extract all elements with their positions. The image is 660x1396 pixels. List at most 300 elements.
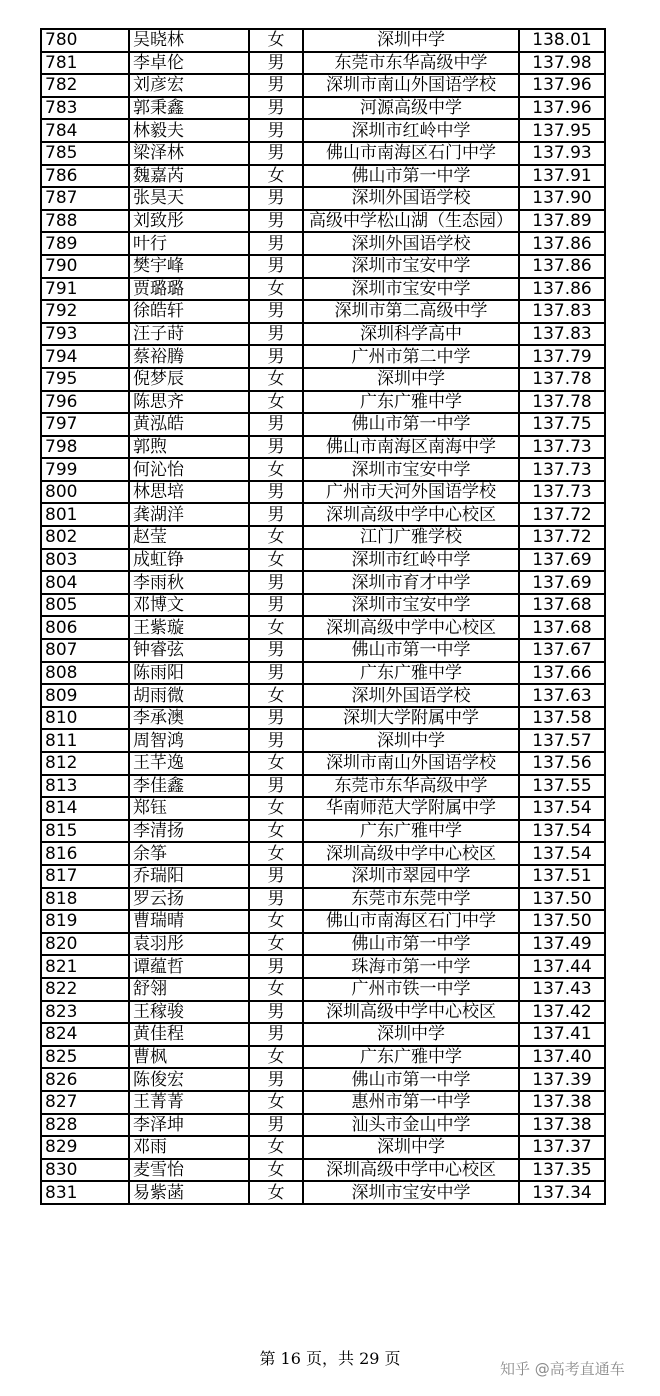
gender-cell: 女 — [249, 278, 303, 301]
gender-cell: 女 — [249, 549, 303, 572]
school-cell: 华南师范大学附属中学 — [303, 797, 519, 820]
score-cell: 137.42 — [519, 1001, 605, 1024]
gender-cell: 男 — [249, 955, 303, 978]
rank-cell: 822 — [41, 978, 129, 1001]
school-cell: 深圳高级中学中心校区 — [303, 842, 519, 865]
table-row — [41, 571, 605, 594]
score-cell: 137.89 — [519, 210, 605, 233]
gender-cell: 女 — [249, 526, 303, 549]
gender-cell: 男 — [249, 345, 303, 368]
gender-cell: 女 — [249, 842, 303, 865]
score-cell: 137.51 — [519, 865, 605, 888]
rank-cell: 819 — [41, 910, 129, 933]
table-row — [41, 1136, 605, 1159]
school-cell: 广州市第二中学 — [303, 345, 519, 368]
gender-cell: 男 — [249, 232, 303, 255]
school-cell: 深圳市育才中学 — [303, 571, 519, 594]
name-cell: 倪梦辰 — [129, 368, 249, 391]
table-row — [41, 345, 605, 368]
table-row — [41, 1046, 605, 1069]
table-row — [41, 97, 605, 120]
table-row — [41, 368, 605, 391]
rank-cell: 787 — [41, 187, 129, 210]
rank-cell: 815 — [41, 820, 129, 843]
table-row — [41, 616, 605, 639]
score-cell: 137.39 — [519, 1068, 605, 1091]
table-row — [41, 1068, 605, 1091]
school-cell: 深圳市翠园中学 — [303, 865, 519, 888]
score-cell: 137.57 — [519, 729, 605, 752]
school-cell: 深圳高级中学中心校区 — [303, 616, 519, 639]
gender-cell: 女 — [249, 797, 303, 820]
school-cell: 珠海市第一中学 — [303, 955, 519, 978]
school-cell: 广东广雅中学 — [303, 1046, 519, 1069]
table-row — [41, 458, 605, 481]
gender-cell: 男 — [249, 571, 303, 594]
score-cell: 137.50 — [519, 910, 605, 933]
school-cell: 深圳市第二高级中学 — [303, 300, 519, 323]
gender-cell: 女 — [249, 1159, 303, 1182]
name-cell: 陈雨阳 — [129, 662, 249, 685]
score-cell: 137.69 — [519, 571, 605, 594]
score-cell: 137.34 — [519, 1181, 605, 1204]
table-row — [41, 910, 605, 933]
table-row — [41, 481, 605, 504]
score-cell: 137.69 — [519, 549, 605, 572]
rank-cell: 814 — [41, 797, 129, 820]
rank-cell: 799 — [41, 458, 129, 481]
rank-cell: 821 — [41, 955, 129, 978]
table-row — [41, 436, 605, 459]
gender-cell: 男 — [249, 52, 303, 75]
gender-cell: 男 — [249, 142, 303, 165]
name-cell: 刘彦宏 — [129, 74, 249, 97]
rank-cell: 807 — [41, 639, 129, 662]
rank-cell: 788 — [41, 210, 129, 233]
name-cell: 陈俊宏 — [129, 1068, 249, 1091]
rank-cell: 831 — [41, 1181, 129, 1204]
name-cell: 徐皓轩 — [129, 300, 249, 323]
rank-cell: 780 — [41, 29, 129, 52]
ranking-table-body — [41, 29, 605, 1204]
school-cell: 东莞市东华高级中学 — [303, 775, 519, 798]
table-row — [41, 978, 605, 1001]
school-cell: 深圳大学附属中学 — [303, 707, 519, 730]
name-cell: 王稼骏 — [129, 1001, 249, 1024]
gender-cell: 男 — [249, 97, 303, 120]
gender-cell: 男 — [249, 594, 303, 617]
table-row — [41, 1181, 605, 1204]
gender-cell: 男 — [249, 323, 303, 346]
name-cell: 陈思齐 — [129, 391, 249, 414]
name-cell: 刘致彤 — [129, 210, 249, 233]
table-row — [41, 775, 605, 798]
gender-cell: 女 — [249, 684, 303, 707]
table-row — [41, 1001, 605, 1024]
name-cell: 吴晓林 — [129, 29, 249, 52]
rank-cell: 801 — [41, 503, 129, 526]
name-cell: 王菁菁 — [129, 1091, 249, 1114]
rank-cell: 817 — [41, 865, 129, 888]
gender-cell: 男 — [249, 300, 303, 323]
school-cell: 深圳市宝安中学 — [303, 255, 519, 278]
name-cell: 魏嘉芮 — [129, 165, 249, 188]
school-cell: 佛山市第一中学 — [303, 413, 519, 436]
table-row — [41, 29, 605, 52]
name-cell: 易紫菡 — [129, 1181, 249, 1204]
table-row — [41, 842, 605, 865]
score-cell: 137.68 — [519, 616, 605, 639]
score-cell: 137.79 — [519, 345, 605, 368]
name-cell: 袁羽彤 — [129, 933, 249, 956]
name-cell: 郑钰 — [129, 797, 249, 820]
school-cell: 深圳外国语学校 — [303, 187, 519, 210]
table-row — [41, 187, 605, 210]
school-cell: 佛山市第一中学 — [303, 933, 519, 956]
name-cell: 梁泽林 — [129, 142, 249, 165]
name-cell: 余筝 — [129, 842, 249, 865]
table-row — [41, 210, 605, 233]
school-cell: 广州市铁一中学 — [303, 978, 519, 1001]
school-cell: 汕头市金山中学 — [303, 1114, 519, 1137]
school-cell: 佛山市南海区石门中学 — [303, 142, 519, 165]
rank-cell: 824 — [41, 1023, 129, 1046]
school-cell: 深圳外国语学校 — [303, 684, 519, 707]
score-cell: 137.86 — [519, 278, 605, 301]
school-cell: 广东广雅中学 — [303, 391, 519, 414]
gender-cell: 男 — [249, 210, 303, 233]
table-row — [41, 323, 605, 346]
gender-cell: 女 — [249, 616, 303, 639]
school-cell: 佛山市南海区南海中学 — [303, 436, 519, 459]
gender-cell: 女 — [249, 1181, 303, 1204]
rank-cell: 791 — [41, 278, 129, 301]
school-cell: 深圳高级中学中心校区 — [303, 1001, 519, 1024]
score-cell: 137.50 — [519, 888, 605, 911]
rank-cell: 795 — [41, 368, 129, 391]
school-cell: 佛山市第一中学 — [303, 165, 519, 188]
score-cell: 137.49 — [519, 933, 605, 956]
score-cell: 137.72 — [519, 503, 605, 526]
table-row — [41, 865, 605, 888]
name-cell: 舒翎 — [129, 978, 249, 1001]
name-cell: 叶行 — [129, 232, 249, 255]
school-cell: 深圳中学 — [303, 1023, 519, 1046]
score-cell: 137.73 — [519, 481, 605, 504]
score-cell: 137.91 — [519, 165, 605, 188]
table-row — [41, 707, 605, 730]
name-cell: 黄泓皓 — [129, 413, 249, 436]
name-cell: 林思培 — [129, 481, 249, 504]
table-row — [41, 503, 605, 526]
school-cell: 深圳市宝安中学 — [303, 1181, 519, 1204]
score-cell: 137.78 — [519, 391, 605, 414]
table-row — [41, 1159, 605, 1182]
rank-cell: 785 — [41, 142, 129, 165]
table-row — [41, 594, 605, 617]
table-row — [41, 300, 605, 323]
score-cell: 137.63 — [519, 684, 605, 707]
rank-cell: 802 — [41, 526, 129, 549]
score-cell: 137.83 — [519, 300, 605, 323]
table-row — [41, 1114, 605, 1137]
table-row — [41, 278, 605, 301]
table-row — [41, 955, 605, 978]
score-cell: 137.73 — [519, 436, 605, 459]
table-row — [41, 1091, 605, 1114]
rank-cell: 809 — [41, 684, 129, 707]
score-cell: 137.83 — [519, 323, 605, 346]
rank-cell: 800 — [41, 481, 129, 504]
school-cell: 深圳市红岭中学 — [303, 119, 519, 142]
name-cell: 郭秉鑫 — [129, 97, 249, 120]
gender-cell: 女 — [249, 910, 303, 933]
table-row — [41, 165, 605, 188]
gender-cell: 男 — [249, 639, 303, 662]
watermark: 知乎 @高考直通车 — [500, 1360, 625, 1378]
score-cell: 137.73 — [519, 458, 605, 481]
score-cell: 137.67 — [519, 639, 605, 662]
rank-cell: 826 — [41, 1068, 129, 1091]
table-row — [41, 752, 605, 775]
gender-cell: 男 — [249, 187, 303, 210]
score-cell: 137.37 — [519, 1136, 605, 1159]
gender-cell: 男 — [249, 481, 303, 504]
name-cell: 李雨秋 — [129, 571, 249, 594]
score-cell: 138.01 — [519, 29, 605, 52]
school-cell: 深圳高级中学中心校区 — [303, 503, 519, 526]
score-cell: 137.58 — [519, 707, 605, 730]
gender-cell: 男 — [249, 119, 303, 142]
table-row — [41, 526, 605, 549]
name-cell: 乔瑞阳 — [129, 865, 249, 888]
gender-cell: 男 — [249, 865, 303, 888]
school-cell: 深圳市宝安中学 — [303, 458, 519, 481]
table-row — [41, 142, 605, 165]
school-cell: 深圳市红岭中学 — [303, 549, 519, 572]
name-cell: 李泽坤 — [129, 1114, 249, 1137]
name-cell: 林毅夫 — [129, 119, 249, 142]
rank-cell: 796 — [41, 391, 129, 414]
rank-cell: 828 — [41, 1114, 129, 1137]
school-cell: 江门广雅学校 — [303, 526, 519, 549]
school-cell: 深圳中学 — [303, 1136, 519, 1159]
rank-cell: 786 — [41, 165, 129, 188]
table-row — [41, 549, 605, 572]
name-cell: 蔡裕腾 — [129, 345, 249, 368]
name-cell: 何沁怡 — [129, 458, 249, 481]
table-row — [41, 888, 605, 911]
name-cell: 贾璐璐 — [129, 278, 249, 301]
rank-cell: 816 — [41, 842, 129, 865]
rank-cell: 793 — [41, 323, 129, 346]
gender-cell: 男 — [249, 729, 303, 752]
name-cell: 王芊逸 — [129, 752, 249, 775]
school-cell: 佛山市第一中学 — [303, 1068, 519, 1091]
score-cell: 137.86 — [519, 255, 605, 278]
score-cell: 137.66 — [519, 662, 605, 685]
gender-cell: 男 — [249, 1001, 303, 1024]
school-cell: 东莞市东莞中学 — [303, 888, 519, 911]
gender-cell: 男 — [249, 662, 303, 685]
gender-cell: 男 — [249, 436, 303, 459]
score-cell: 137.54 — [519, 797, 605, 820]
table-row — [41, 391, 605, 414]
rank-cell: 812 — [41, 752, 129, 775]
school-cell: 深圳中学 — [303, 29, 519, 52]
name-cell: 汪子莳 — [129, 323, 249, 346]
gender-cell: 男 — [249, 74, 303, 97]
rank-cell: 794 — [41, 345, 129, 368]
score-cell: 137.43 — [519, 978, 605, 1001]
name-cell: 胡雨微 — [129, 684, 249, 707]
school-cell: 深圳外国语学校 — [303, 232, 519, 255]
gender-cell: 男 — [249, 413, 303, 436]
table-row — [41, 119, 605, 142]
rank-cell: 798 — [41, 436, 129, 459]
school-cell: 广东广雅中学 — [303, 820, 519, 843]
gender-cell: 男 — [249, 503, 303, 526]
school-cell: 东莞市东华高级中学 — [303, 52, 519, 75]
rank-cell: 781 — [41, 52, 129, 75]
score-cell: 137.98 — [519, 52, 605, 75]
rank-cell: 792 — [41, 300, 129, 323]
rank-cell: 829 — [41, 1136, 129, 1159]
rank-cell: 818 — [41, 888, 129, 911]
gender-cell: 女 — [249, 1136, 303, 1159]
gender-cell: 男 — [249, 1023, 303, 1046]
name-cell: 周智鸿 — [129, 729, 249, 752]
gender-cell: 男 — [249, 1114, 303, 1137]
score-cell: 137.56 — [519, 752, 605, 775]
score-cell: 137.90 — [519, 187, 605, 210]
rank-cell: 790 — [41, 255, 129, 278]
school-cell: 深圳中学 — [303, 368, 519, 391]
name-cell: 李清扬 — [129, 820, 249, 843]
rank-cell: 830 — [41, 1159, 129, 1182]
rank-cell: 789 — [41, 232, 129, 255]
table-row — [41, 797, 605, 820]
school-cell: 高级中学松山湖（生态园） — [303, 210, 519, 233]
table-row — [41, 413, 605, 436]
table-row — [41, 662, 605, 685]
gender-cell: 女 — [249, 458, 303, 481]
name-cell: 王紫璇 — [129, 616, 249, 639]
score-cell: 137.44 — [519, 955, 605, 978]
school-cell: 深圳市宝安中学 — [303, 594, 519, 617]
score-cell: 137.86 — [519, 232, 605, 255]
gender-cell: 女 — [249, 391, 303, 414]
rank-cell: 804 — [41, 571, 129, 594]
rank-cell: 813 — [41, 775, 129, 798]
name-cell: 钟睿弦 — [129, 639, 249, 662]
rank-cell: 782 — [41, 74, 129, 97]
ranking-table — [40, 28, 606, 1205]
rank-cell: 808 — [41, 662, 129, 685]
gender-cell: 女 — [249, 752, 303, 775]
school-cell: 河源高级中学 — [303, 97, 519, 120]
gender-cell: 女 — [249, 165, 303, 188]
table-row — [41, 684, 605, 707]
gender-cell: 女 — [249, 978, 303, 1001]
table-row — [41, 52, 605, 75]
rank-cell: 805 — [41, 594, 129, 617]
table-row — [41, 729, 605, 752]
gender-cell: 女 — [249, 368, 303, 391]
name-cell: 赵莹 — [129, 526, 249, 549]
score-cell: 137.38 — [519, 1114, 605, 1137]
score-cell: 137.40 — [519, 1046, 605, 1069]
school-cell: 广东广雅中学 — [303, 662, 519, 685]
school-cell: 惠州市第一中学 — [303, 1091, 519, 1114]
name-cell: 谭蕴哲 — [129, 955, 249, 978]
rank-cell: 797 — [41, 413, 129, 436]
score-cell: 137.41 — [519, 1023, 605, 1046]
name-cell: 李承澳 — [129, 707, 249, 730]
score-cell: 137.68 — [519, 594, 605, 617]
name-cell: 曹瑞晴 — [129, 910, 249, 933]
name-cell: 邓雨 — [129, 1136, 249, 1159]
table-row — [41, 820, 605, 843]
name-cell: 成虹铮 — [129, 549, 249, 572]
name-cell: 李卓伦 — [129, 52, 249, 75]
score-cell: 137.75 — [519, 413, 605, 436]
table-row — [41, 639, 605, 662]
school-cell: 深圳市南山外国语学校 — [303, 74, 519, 97]
table-row — [41, 1023, 605, 1046]
gender-cell: 男 — [249, 775, 303, 798]
rank-cell: 827 — [41, 1091, 129, 1114]
score-cell: 137.54 — [519, 842, 605, 865]
school-cell: 深圳高级中学中心校区 — [303, 1159, 519, 1182]
rank-cell: 810 — [41, 707, 129, 730]
rank-cell: 825 — [41, 1046, 129, 1069]
school-cell: 广州市天河外国语学校 — [303, 481, 519, 504]
gender-cell: 女 — [249, 1091, 303, 1114]
score-cell: 137.96 — [519, 74, 605, 97]
score-cell: 137.55 — [519, 775, 605, 798]
score-cell: 137.96 — [519, 97, 605, 120]
score-cell: 137.72 — [519, 526, 605, 549]
score-cell: 137.35 — [519, 1159, 605, 1182]
rank-cell: 784 — [41, 119, 129, 142]
score-cell: 137.78 — [519, 368, 605, 391]
name-cell: 李佳鑫 — [129, 775, 249, 798]
name-cell: 邓博文 — [129, 594, 249, 617]
gender-cell: 男 — [249, 1068, 303, 1091]
rank-cell: 783 — [41, 97, 129, 120]
gender-cell: 女 — [249, 29, 303, 52]
name-cell: 樊宇峰 — [129, 255, 249, 278]
rank-cell: 811 — [41, 729, 129, 752]
gender-cell: 男 — [249, 255, 303, 278]
name-cell: 龚湖洋 — [129, 503, 249, 526]
score-cell: 137.93 — [519, 142, 605, 165]
table-row — [41, 933, 605, 956]
rank-cell: 806 — [41, 616, 129, 639]
table-row — [41, 255, 605, 278]
gender-cell: 女 — [249, 820, 303, 843]
school-cell: 深圳市南山外国语学校 — [303, 752, 519, 775]
school-cell: 佛山市第一中学 — [303, 639, 519, 662]
rank-cell: 803 — [41, 549, 129, 572]
name-cell: 郭煦 — [129, 436, 249, 459]
gender-cell: 女 — [249, 1046, 303, 1069]
score-cell: 137.95 — [519, 119, 605, 142]
gender-cell: 女 — [249, 933, 303, 956]
table-row — [41, 232, 605, 255]
page-footer: 第 16 页，共 29 页 — [259, 1349, 401, 1368]
